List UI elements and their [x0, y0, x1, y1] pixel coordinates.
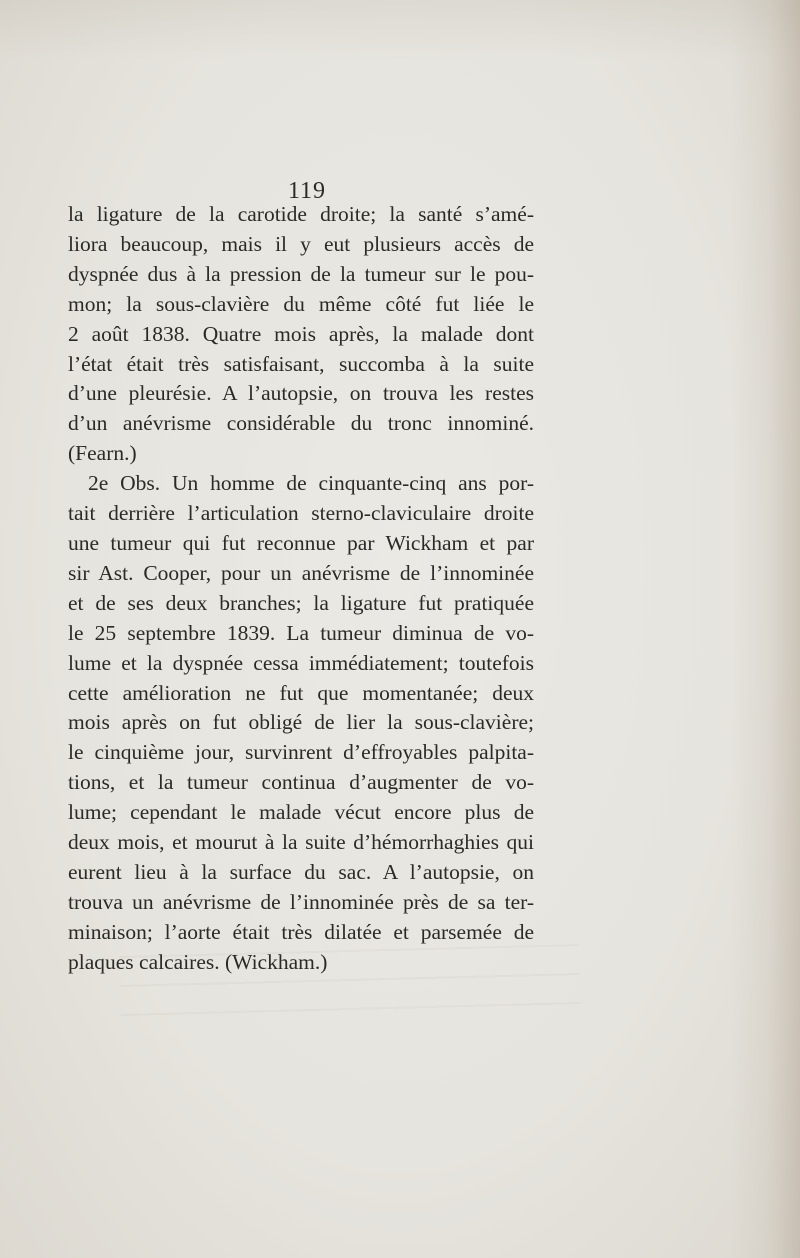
text-line: tait derrière l’articulation sterno-claviculaire droite	[68, 501, 534, 526]
text-line: tions, et la tumeur continua d’augmenter de vo-	[68, 770, 534, 795]
text-line: plaques calcaires. (Wickham.)	[68, 949, 328, 974]
text-line: 2 août 1838. Quatre mois après, la malade dont	[68, 321, 534, 346]
text-line: l’état était très satisfaisant, succomba à la suite	[68, 351, 534, 376]
text-line: liora beaucoup, mais il y eut plusieurs accès de	[68, 231, 534, 256]
body-text	[68, 200, 534, 978]
text-line: 2e Obs. Un homme de cinquante-cinq ans por-	[88, 471, 534, 496]
text-line: eurent lieu à la surface du sac. A l’autopsie, on	[68, 859, 534, 884]
text-line: une tumeur qui fut reconnue par Wickham et par	[68, 530, 534, 555]
page-number: 119	[287, 178, 327, 204]
text-line: sir Ast. Cooper, pour un anévrisme de l’innominée	[68, 560, 534, 585]
text-line: le cinquième jour, survinrent d’effroyables palpita-	[68, 740, 534, 765]
text-line: lume; cependant le malade vécut encore plus de	[68, 800, 534, 825]
text-line: mon; la sous-clavière du même côté fut liée le	[68, 291, 534, 316]
text-line: le 25 septembre 1839. La tumeur diminua de vo-	[68, 620, 534, 645]
text-line: (Fearn.)	[68, 441, 137, 466]
text-line: trouva un anévrisme de l’innominée près de sa ter-	[68, 889, 534, 914]
text-line: lume et la dyspnée cessa immédiatement; toutefois	[68, 650, 534, 675]
text-line: mois après on fut obligé de lier la sous-clavière;	[68, 710, 534, 735]
text-line: dyspnée dus à la pression de la tumeur sur le pou-	[68, 261, 534, 286]
page-edge-shading	[730, 0, 800, 1258]
text-line: cette amélioration ne fut que momentanée; deux	[68, 680, 534, 705]
text-line: et de ses deux branches; la ligature fut pratiquée	[68, 590, 534, 615]
text-line: deux mois, et mourut à la suite d’hémorrhaghies qui	[68, 830, 534, 855]
text-line: d’un anévrisme considérable du tronc innominé.	[68, 411, 534, 436]
page-top-shading	[0, 0, 800, 60]
text-line: la ligature de la carotide droite; la santé s’amé-	[68, 202, 534, 226]
text-line: d’une pleurésie. A l’autopsie, on trouva les restes	[68, 381, 534, 406]
text-line: minaison; l’aorte était très dilatée et parsemée de	[68, 919, 534, 944]
